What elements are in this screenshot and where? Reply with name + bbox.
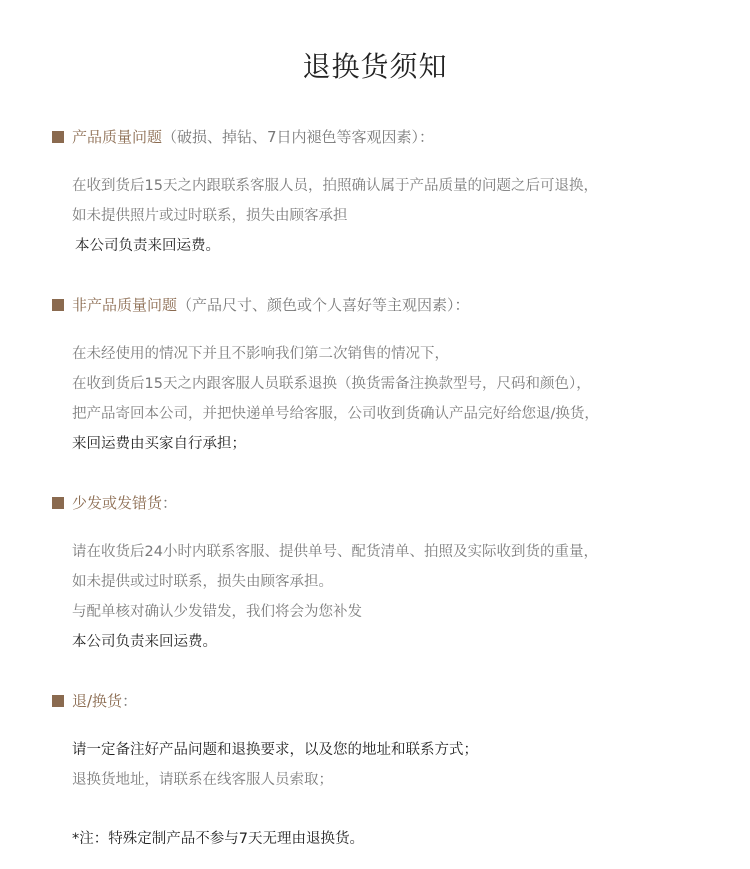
section-return-exchange: [52, 689, 692, 795]
body-line: 在收到货后15天之内跟客服人员联系退换（换货需备注换款型号，尺码和颜色），: [72, 376, 591, 392]
body-line: 如未提供或过时联系，损失由顾客承担。: [72, 574, 333, 590]
section-quality-issue: [52, 125, 692, 261]
square-bullet-icon: [52, 131, 64, 143]
body-line: 本公司负责来回运费。: [72, 634, 217, 650]
body-line: 与配单核对确认少发错发，我们将会为您补发: [72, 604, 362, 620]
square-bullet-icon: [52, 299, 64, 311]
section-missing-wrong-item: [52, 491, 692, 657]
footnote: *注：特殊定制产品不参与7天无理由退换货。: [72, 831, 364, 847]
section-header: [52, 689, 692, 713]
section-body: [72, 339, 692, 459]
section-note: ：: [162, 494, 178, 512]
section-body: [72, 171, 692, 261]
section-note: （破损、掉钻、7日内褪色等客观因素）：: [162, 128, 435, 146]
square-bullet-icon: [52, 695, 64, 707]
section-body: [72, 735, 692, 795]
body-line: 请一定备注好产品问题和退换要求，以及您的地址和联系方式；: [72, 742, 478, 758]
body-line: 把产品寄回本公司，并把快递单号给客服，公司收到货确认产品完好给您退/换货，: [72, 406, 599, 422]
body-line: 如未提供照片或过时联系，损失由顾客承担: [72, 208, 348, 224]
section-header: [52, 125, 692, 149]
section-header: [52, 293, 692, 317]
section-note: （产品尺寸、颜色或个人喜好等主观因素）：: [177, 296, 470, 314]
square-bullet-icon: [52, 497, 64, 509]
body-line: 本公司负责来回运费。: [75, 238, 220, 254]
section-note: ：: [122, 692, 138, 710]
section-header: [52, 491, 692, 515]
section-body: [72, 537, 692, 657]
section-label: 产品质量问题: [72, 128, 163, 146]
section-label: 非产品质量问题: [72, 296, 178, 314]
body-line: 请在收货后24小时内联系客服、提供单号、配货清单、拍照及实际收到货的重量，: [72, 544, 598, 560]
body-line: 来回运费由买家自行承担；: [72, 436, 246, 452]
section-label: 少发或发错货: [72, 494, 163, 512]
section-non-quality-issue: [52, 293, 692, 459]
page-title: 退换货须知: [302, 49, 448, 83]
body-line: 在收到货后15天之内跟联系客服人员，拍照确认属于产品质量的问题之后可退换，: [72, 178, 598, 194]
body-line: 退换货地址，请联系在线客服人员索取；: [72, 772, 333, 788]
body-line: 在未经使用的情况下并且不影响我们第二次销售的情况下，: [72, 346, 449, 362]
section-label: 退/换货: [72, 692, 123, 710]
